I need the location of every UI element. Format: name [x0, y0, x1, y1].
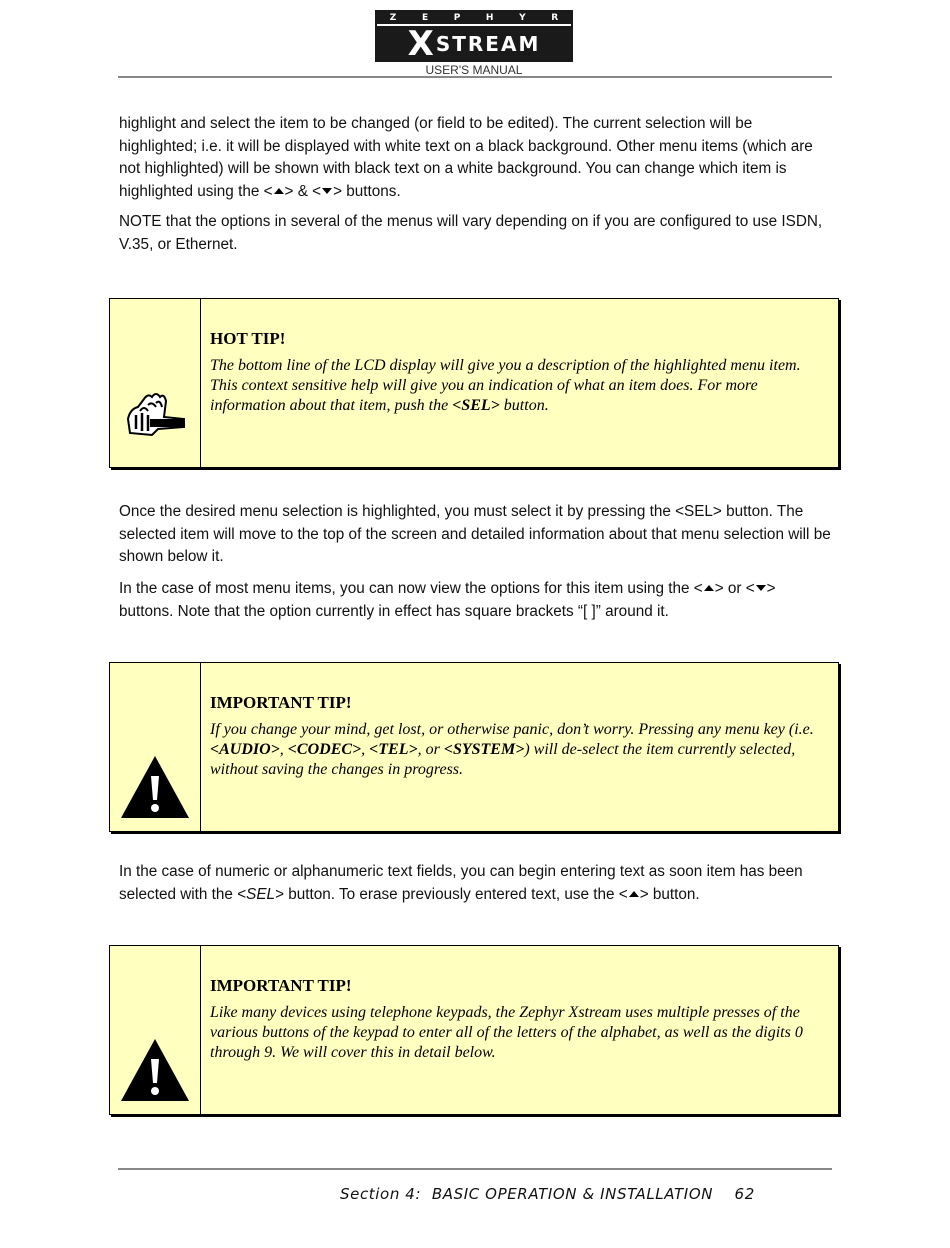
- footer-section: Section 4: BASIC OPERATION & INSTALLATION: [340, 1185, 714, 1203]
- logo-letter-row: [377, 12, 571, 26]
- tip-key: <CODEC>: [287, 741, 362, 758]
- up-arrow-icon: [704, 585, 714, 591]
- important-tip-box: [109, 662, 839, 832]
- tip-text-part: The bottom line of the LCD display will give you a description of the highlighted menu item. This context sensitive help will give you an indication of what an item does. For more information about that item, push the: [210, 357, 801, 414]
- tip-title: IMPORTANT TIP!: [210, 976, 352, 995]
- tip-text-part: ,: [361, 741, 370, 758]
- tip-icon-column: [110, 663, 201, 831]
- paragraph-text: In the case of numeric or alphanumeric text fields, you can begin entering text as soon item has been selected with the <: [119, 863, 803, 903]
- paragraph-text: > buttons.: [333, 182, 401, 200]
- logo-letter: Z: [389, 13, 397, 23]
- logo-stream: STREAM: [435, 32, 541, 56]
- tip-text-part: ,: [279, 741, 288, 758]
- tip-text: [210, 356, 826, 416]
- page-number: 62: [734, 1185, 755, 1203]
- footer-rule: [118, 1168, 832, 1170]
- up-arrow-icon: [629, 891, 639, 897]
- tip-title: HOT TIP!: [210, 329, 286, 348]
- paragraph-text: > or <: [714, 580, 755, 597]
- paragraph-options: [119, 578, 831, 623]
- tip-content: [210, 976, 826, 1063]
- tip-text: Like many devices using telephone keypads, the Zephyr Xstream uses multiple presses of the various buttons of the keypad to enter all of the letters of the alphabet, as well as the digits 0 through 9. We will cover this in detail below.: [210, 1004, 803, 1061]
- paragraph-text: highlight and select the item to be changed (or field to be edited). The current selection will be highlighted; i.e. it will be displayed with white text on a black background. Other menu items (which are not highlighted) will be shown with black text on a white background. You can change which item is highlighted using the <: [119, 115, 813, 200]
- warning-icon: [119, 754, 191, 820]
- zephyr-xstream-logo: [375, 10, 573, 62]
- logo-letter: E: [421, 13, 429, 23]
- paragraph-text: > buttons. Note that the option currently in effect has square brackets “[ ]” around it.: [119, 580, 776, 620]
- hand-pointer-icon: [122, 389, 188, 445]
- paragraph-select: Once the desired menu selection is highlighted, you must select it by pressing the <SEL> button. The selected item will move to the top of the screen and detailed information about that menu selection will be shown below it.: [119, 503, 831, 565]
- important-tip-box: [109, 945, 839, 1115]
- page-footer: [340, 1185, 755, 1203]
- logo-letter: R: [551, 13, 559, 23]
- tip-icon-column: [110, 946, 201, 1114]
- paragraph-text-fields: [119, 861, 831, 906]
- tip-content: [210, 693, 826, 780]
- logo-x: X: [407, 24, 434, 64]
- sel-key-text: SEL: [246, 885, 276, 903]
- warning-icon: [119, 1037, 191, 1103]
- tip-key: <SYSTEM>: [443, 741, 525, 758]
- paragraph-highlight-select: [119, 113, 831, 203]
- tip-text-part: ) will de-select the item currently selected, without saving the changes in progress.: [210, 741, 796, 778]
- tip-key: <SEL>: [452, 397, 500, 414]
- logo-letter: H: [485, 13, 494, 23]
- tip-text-part: , or: [417, 741, 444, 758]
- tip-key: <TEL>: [369, 741, 418, 758]
- tip-key: <AUDIO>: [210, 741, 280, 758]
- logo-letter: P: [453, 13, 461, 23]
- tip-text: [210, 720, 826, 780]
- manual-label: USER'S MANUAL: [425, 63, 523, 77]
- tip-title: IMPORTANT TIP!: [210, 693, 352, 712]
- tip-text-part: If you change your mind, get lost, or otherwise panic, don’t worry. Pressing any menu key (i.e.: [210, 721, 814, 738]
- paragraph-note: NOTE that the options in several of the menus will vary depending on if you are configured to use ISDN, V.35, or Ethernet.: [119, 213, 823, 253]
- paragraph-text: In the case of most menu items, you can now view the options for this item using the <: [119, 580, 703, 597]
- logo-wordmark: [375, 26, 573, 62]
- paragraph-text: > button. To erase previously entered text, use the <: [275, 885, 628, 903]
- down-arrow-icon: [322, 188, 332, 194]
- tip-content: [210, 329, 826, 416]
- paragraph-text: > button.: [639, 885, 700, 903]
- logo-letter: Y: [519, 13, 526, 23]
- tip-text-part: button.: [499, 397, 549, 414]
- down-arrow-icon: [756, 585, 766, 591]
- up-arrow-icon: [274, 188, 284, 194]
- tip-icon-column: [110, 299, 201, 467]
- header-rule: [118, 76, 832, 78]
- paragraph-text: > & <: [284, 182, 322, 200]
- hot-tip-box: [109, 298, 839, 468]
